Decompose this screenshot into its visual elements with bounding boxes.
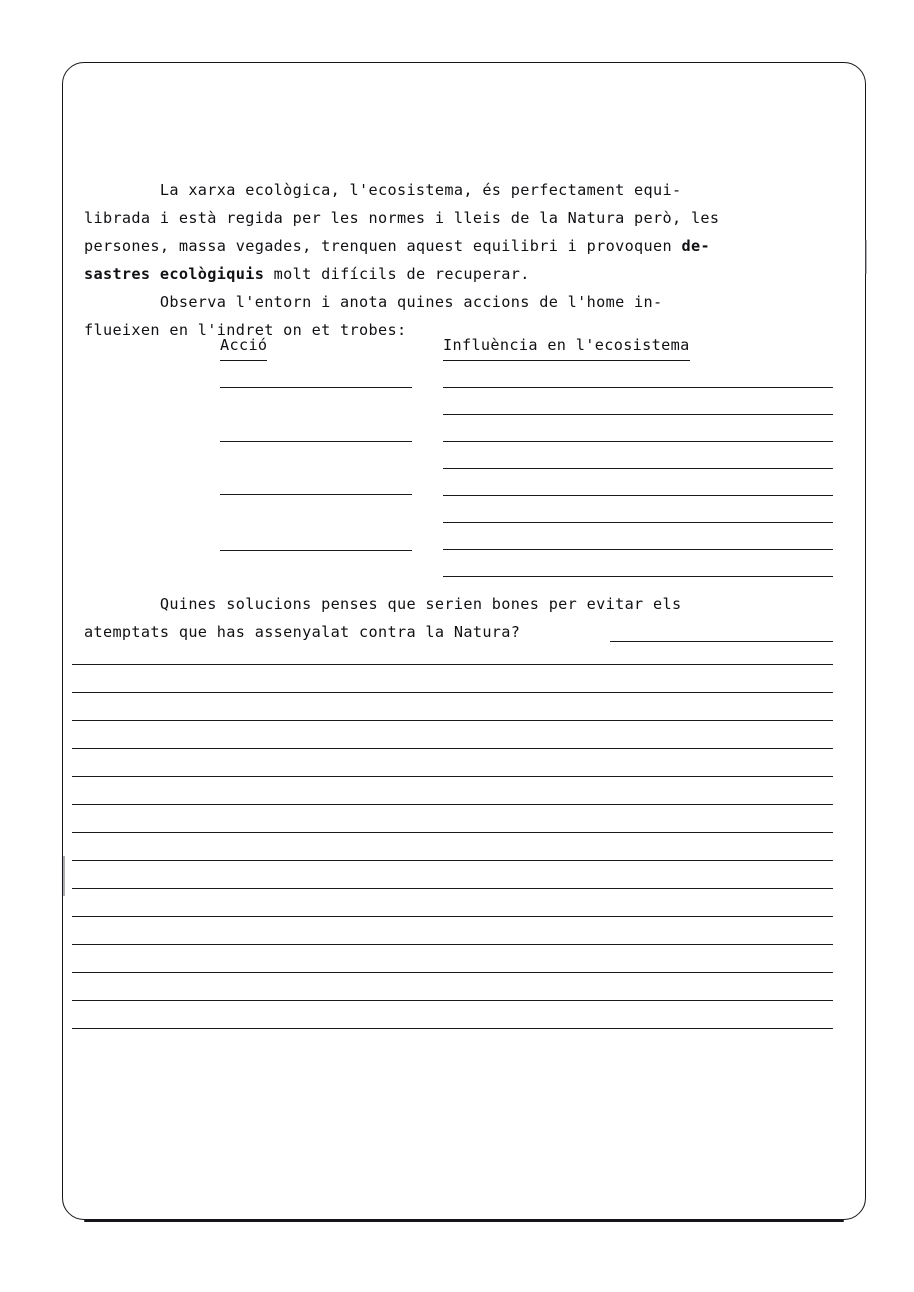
writing-line-10 [72, 916, 833, 917]
column-header-accio: Acció [220, 331, 267, 361]
answer-rule-accio-2 [220, 441, 412, 442]
column-header-influencia: Influència en l'ecosistema [443, 331, 690, 361]
paragraph-3-line-1: Quines solucions penses que serien bones per evitar els [84, 595, 682, 613]
paragraph-1-line-4 [84, 260, 844, 288]
answer-rule-accio-3 [220, 494, 412, 495]
answer-rule-influencia-2 [443, 414, 833, 415]
writing-line-6 [72, 804, 833, 805]
writing-line-1 [72, 664, 833, 665]
paragraph-3-line-2: atemptats que has assenyalat contra la Natura? [84, 623, 521, 641]
scan-artifact-right [865, 240, 867, 274]
writing-line-9 [72, 888, 833, 889]
answer-rule-influencia-6 [443, 522, 833, 523]
writing-line-8 [72, 860, 833, 861]
answer-rule-influencia-7 [443, 549, 833, 550]
paragraph-1-line-4-bold-head: sastres ecològiquis [84, 265, 265, 283]
answer-rule-influencia-4 [443, 468, 833, 469]
paragraph-2-line-1: Observa l'entorn i anota quines accions de l'home in- [84, 293, 663, 311]
answer-rule-influencia-3 [443, 441, 833, 442]
question-answer-rule [610, 641, 833, 642]
writing-line-11 [72, 944, 833, 945]
answer-rule-accio-4 [220, 550, 412, 551]
writing-line-5 [72, 776, 833, 777]
answer-rule-influencia-1 [443, 387, 833, 388]
writing-line-13 [72, 1000, 833, 1001]
answer-rule-influencia-8 [443, 576, 833, 577]
answer-rule-accio-1 [220, 387, 412, 388]
writing-line-7 [72, 832, 833, 833]
scan-artifact-left [63, 856, 65, 896]
answer-rule-influencia-5 [443, 495, 833, 496]
writing-line-12 [72, 972, 833, 973]
writing-line-4 [72, 748, 833, 749]
paragraph-1-line-1: La xarxa ecològica, l'ecosistema, és perfectament equi- [84, 181, 682, 199]
writing-line-3 [72, 720, 833, 721]
paragraph-1-line-3-bold-tail: de- [681, 237, 710, 255]
paragraph-1-line-3 [84, 232, 844, 260]
paragraph-1-line-2: librada i està regida per les normes i lleis de la Natura però, les [84, 209, 720, 227]
writing-line-14 [72, 1028, 833, 1029]
writing-line-2 [72, 692, 833, 693]
paragraph-1-line-3-text: persones, massa vegades, trenquen aquest equilibri i provoquen [84, 237, 682, 255]
paragraph-1-line-4-rest: molt difícils de recuperar. [264, 265, 530, 283]
paragraph-2-line-2: flueixen en l'indret on et trobes: [84, 321, 407, 339]
